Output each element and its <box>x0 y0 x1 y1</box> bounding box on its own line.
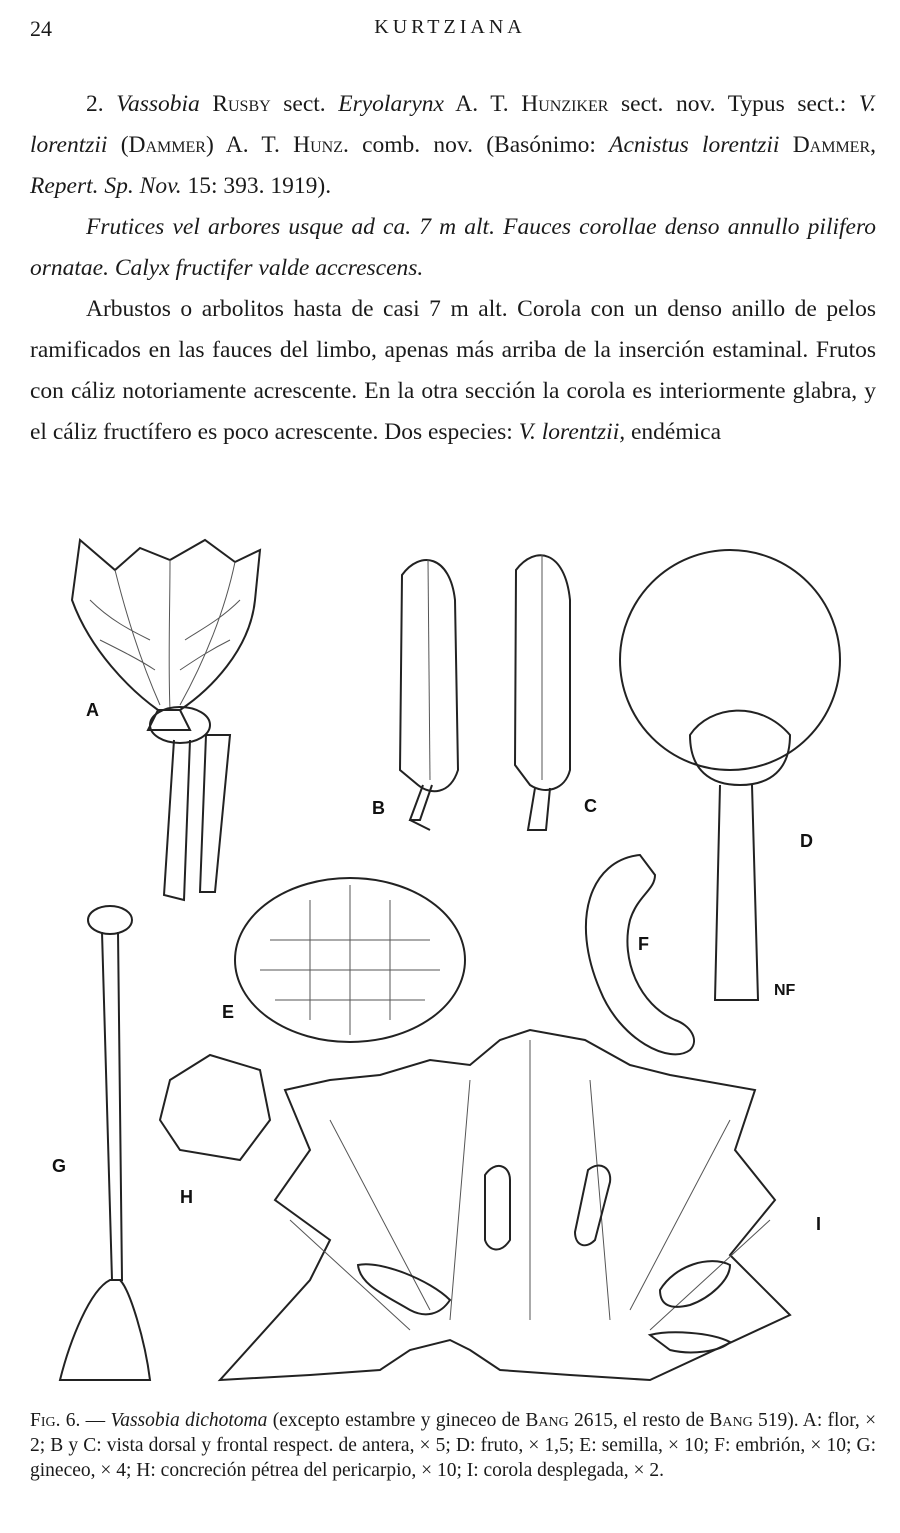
caption-dash: — <box>85 1410 106 1431</box>
drawing-h-concretion <box>160 1055 270 1160</box>
page-header <box>30 16 870 48</box>
genus-name: Vassobia <box>116 91 200 117</box>
description-text: Arbustos o arbolitos hasta de casi 7 m alt. Corola con un denso anillo de pelos ramificados en las fauces del limbo, apenas más arriba de la inserción estaminal. Frutos con cáliz notoriamente acrescente. En la otra sección la corola es interiormente glabra, y el cáliz fructífero es poco acrescente. Dos especies: <box>30 296 876 445</box>
author-hunziker: Hunziker <box>521 91 609 117</box>
label-f: F <box>638 934 649 954</box>
section-name: Eryolarynx <box>338 91 444 117</box>
description-end: endémica <box>630 419 722 445</box>
publication-name: Repert. Sp. Nov. <box>30 173 182 199</box>
species-name: V. lorentzii <box>30 91 877 158</box>
label-b: B <box>372 798 385 818</box>
caption-text-1: (excepto estambre y gineceo de <box>272 1410 521 1431</box>
drawing-i-corolla <box>220 1030 790 1380</box>
basionym-name: Acnistus lorentzii <box>609 132 780 158</box>
caption-text-2: 2615, el resto de <box>573 1410 705 1431</box>
caption-collector-2: Bang <box>709 1410 753 1431</box>
label-h: H <box>180 1187 193 1207</box>
text-comb-nov: comb. nov. (Basónimo: <box>362 132 596 158</box>
caption-collector-1: Bang <box>525 1410 569 1431</box>
body-text <box>30 84 876 453</box>
author-dammer: Dammer <box>128 132 206 158</box>
label-e: E <box>222 1002 235 1022</box>
running-title: KURTZIANA <box>374 16 526 38</box>
label-a: A <box>86 700 99 720</box>
label-i: I <box>816 1214 822 1234</box>
artist-signature: NF <box>774 982 796 999</box>
latin-diagnosis: Frutices vel arbores usque ad ca. 7 m alt. Fauces corollae denso annullo pilifero ornatae. Calyx fructifer valde accrescens. <box>30 214 876 281</box>
label-c: C <box>584 796 597 816</box>
drawing-e-seed <box>235 878 465 1042</box>
text-at: ) A. T. <box>205 132 280 158</box>
text-paren: ( <box>120 132 129 158</box>
caption-text-3: 519). A: flor, × 2; B y C: vista dorsal y frontal respect. de antera, × 5; D: fruto, × 1,5; E: semilla, × 10; F: embrión, × 10; G: gineceo, × 4; H: concreción pétrea del pericarpio, × 10; I: corola desplegada, × 2. <box>30 1410 877 1481</box>
drawing-g-gynoecium <box>60 906 150 1380</box>
caption-text <box>30 1408 876 1483</box>
species-name-2: V. lorentzii, <box>518 419 626 445</box>
figure-caption <box>30 1408 876 1483</box>
author-dammer-2: Dammer, <box>792 132 877 158</box>
drawing-d-fruit <box>620 550 840 1000</box>
botanical-figure <box>30 520 876 1400</box>
label-d: D <box>800 831 813 851</box>
author-initials: A. T. <box>455 91 509 117</box>
author-hunz: Hunz. <box>293 132 349 158</box>
text-sect: sect. <box>283 91 326 117</box>
text-sect-nov: sect. nov. Typus sect.: <box>621 91 847 117</box>
caption-species: Vassobia dichotoma <box>110 1410 268 1431</box>
drawing-c-anther-frontal <box>515 555 570 830</box>
page-number: 24 <box>30 16 52 41</box>
caption-fig-number: Fig. 6. <box>30 1410 81 1431</box>
text-citation: 15: 393. 1919). <box>187 173 332 199</box>
drawing-b-anther-dorsal <box>400 560 458 830</box>
drawing-a-flower <box>72 540 260 900</box>
section-number: 2. <box>86 91 104 117</box>
figure-illustration <box>30 520 876 1400</box>
author-rusby: Rusby <box>212 91 271 117</box>
paragraph-description <box>30 289 876 453</box>
paragraph-latin-diagnosis <box>30 207 876 289</box>
paragraph-section-heading <box>30 84 876 207</box>
label-g: G <box>52 1156 67 1176</box>
drawing-f-embryo <box>586 855 694 1054</box>
